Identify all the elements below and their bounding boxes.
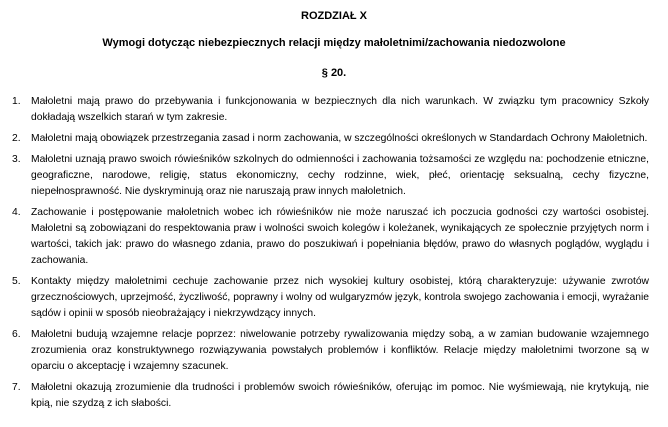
rule-number: 3. — [12, 154, 21, 165]
section-title: Wymogi dotycząc niebezpiecznych relacji między małoletnimi/zachowania niedozwolone — [102, 37, 566, 49]
rule-item — [0, 131, 668, 147]
rule-item — [0, 205, 668, 269]
rule-number: 4. — [12, 207, 21, 218]
rule-text: Kontakty między małoletnimi cechuje zachowanie przez nich wysokiej kultury osobistej, którą charakteryzuje: używanie zwrotów grzecznościowych, uprzejmość, życzliwość, poprawny i wolny od wulgaryzmów język, kontrola swojego zachowania i emocji, wyrażanie sądów i opinii w sposób nieobrażający i niekrzywdzący innych. — [31, 276, 649, 319]
rule-item — [0, 380, 668, 412]
rule-text: Małoletni uznają prawo swoich rówieśników szkolnych do odmienności i zachowania tożsamości ze względu na: pochodzenie etniczne, geograficzne, narodowe, religię, status ekonomiczny, cechy rodzinne, wiek, płeć, orientację seksualną, cechy fizyczne, niepełnosprawność. Nie dyskryminują oraz nie naruszają praw innych małoletnich. — [31, 154, 649, 197]
rule-text: Małoletni mają obowiązek przestrzegania zasad i norm zachowania, w szczególności określonych w Standardach Ochrony Małoletnich. — [31, 133, 648, 144]
rule-number: 7. — [12, 382, 21, 393]
rule-item — [0, 94, 668, 126]
rule-item — [0, 274, 668, 322]
rule-text: Małoletni okazują zrozumienie dla trudności i problemów swoich rówieśników, oferując im pomoc. Nie wyśmiewają, nie krytykują, nie kpią, nie szydzą z ich słabości. — [31, 382, 649, 409]
rule-text: Małoletni budują wzajemne relacje poprzez: niwelowanie potrzeby rywalizowania między sobą, a w zamian budowanie wzajemnego zrozumienia oraz konstruktywnego rozwiązywania powstałych problemów i konfliktów. Relacje między małoletnimi tworzone są w oparciu o akceptację i wzajemny szacunek. — [31, 329, 649, 372]
rule-item — [0, 327, 668, 375]
paragraph-mark: § 20. — [321, 67, 347, 79]
rule-number: 5. — [12, 276, 21, 287]
rule-number: 6. — [12, 329, 21, 340]
rules-list — [0, 94, 668, 417]
rule-text: Zachowanie i postępowanie małoletnich wobec ich rówieśników nie może naruszać ich poczucia godności czy wartości osobistej. Małoletni są zobowiązani do respektowania praw i wolności swoich kolegów i koleżanek, wynikających ze społecznie przyjętych norm i wartości, takich jak: prawo do własnego zdania, prawo do poszukiwań i popełniania błędów, prawo do własnych poglądów, wyglądu i zachowania. — [31, 207, 649, 266]
rule-text: Małoletni mają prawo do przebywania i funkcjonowania w bezpiecznych dla nich warunkach. W związku tym pracownicy Szkoły dokładają wszelkich starań w tym zakresie. — [31, 96, 649, 123]
chapter-title: ROZDZIAŁ X — [301, 10, 367, 22]
rule-number: 1. — [12, 96, 21, 107]
rule-number: 2. — [12, 133, 21, 144]
rule-item — [0, 152, 668, 200]
